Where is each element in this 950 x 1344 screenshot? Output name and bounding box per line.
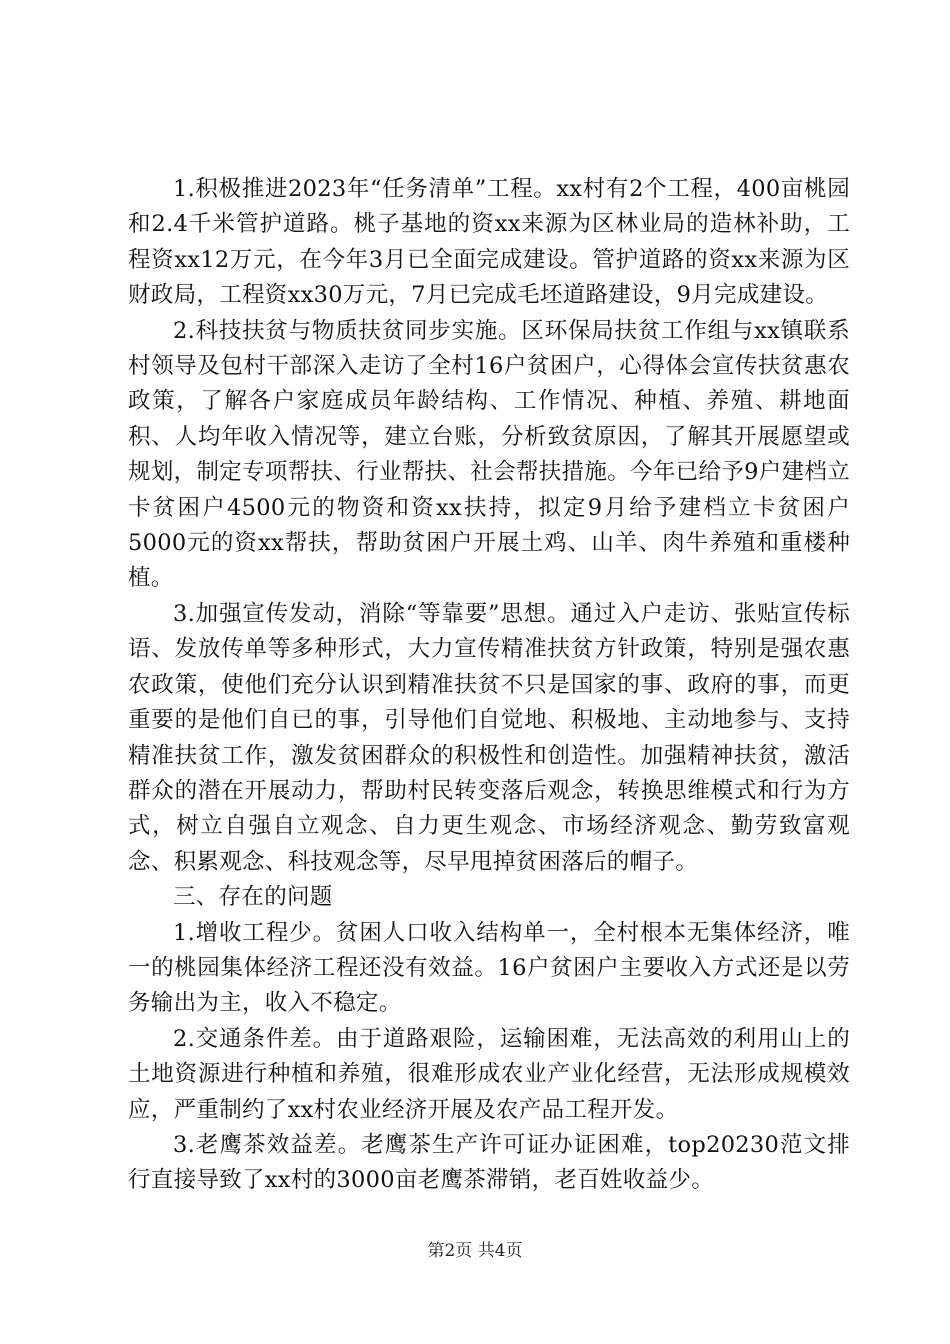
page-number-footer: 第2页 共4页 <box>427 1241 523 1261</box>
problem-transportation: 2.交通条件差。由于道路艰险，运输困难，无法高效的利用山上的土地资源进行种植和养殖，很难形成农业产业化经营，无法形成规模效应，严重制约了xx村农业经济开展及农产品工程开发。 <box>128 1025 850 1123</box>
paragraph-task-list: 1.积极推进2023年“任务清单”工程。xx村有2个工程，400亩桃园和2.4千米管护道路。桃子基地的资xx来源为区林业局的造林补助，工程资xx12万元，在今年3月已全面完成建设。管护道路的资xx来源为区财政局，工程资xx30万元，7月已完成毛坯道路建设，9月完成建设。 <box>128 176 850 309</box>
paragraph-tech-poverty-relief: 2.科技扶贫与物质扶贫同步实施。区环保局扶贫工作组与xx镇联系村领导及包村干部深入走访了全村16户贫困户，心得体会宣传扶贫惠农政策，了解各户家庭成员年龄结构、工作情况、种植、养殖、耕地面积、人均年收入情况等，建立台账，分析致贫原因，了解其开展愿望或规划，制定专项帮扶、行业帮扶、社会帮扶措施。今年已给予9户建档立卡贫困户4500元的物资和资xx扶持，拟定9月给予建档立卡贫困户5000元的资xx帮扶，帮助贫困户开展土鸡、山羊、肉牛养殖和重楼种植。 <box>128 317 850 592</box>
section-heading-problems: 三、存在的问题 <box>173 884 333 911</box>
document-body <box>128 172 850 1199</box>
problem-income-projects: 1.增收工程少。贫困人口收入结构单一，全村根本无集体经济，唯一的桃园集体经济工程还没有效益。16户贫困户主要收入方式还是以劳务输出为主，收入不稳定。 <box>128 919 850 1017</box>
paragraph-publicity: 3.加强宣传发动，消除“等靠要”思想。通过入户走访、张贴宣传标语、发放传单等多种形式，大力宣传精准扶贫方针政策，特别是强农惠农政策，使他们充分认识到精准扶贫不只是国家的事、政府的事，而更重要的是他们自已的事，引导他们自觉地、积极地、主动地参与、支持精准扶贫工作，激发贫困群众的积极性和创造性。加强精神扶贫，激活群众的潜在开展动力，帮助村民转变落后观念，转换思维模式和行为方式，树立自强自立观念、自力更生观念、市场经济观念、勤劳致富观念、积累观念、科技观念等，尽早甩掉贫困落后的帽子。 <box>128 600 850 875</box>
problem-eagle-tea: 3.老鹰茶效益差。老鹰茶生产许可证办证困难，top20230范文排行直接导致了xx村的3000亩老鹰茶滞销，老百姓收益少。 <box>128 1131 850 1194</box>
